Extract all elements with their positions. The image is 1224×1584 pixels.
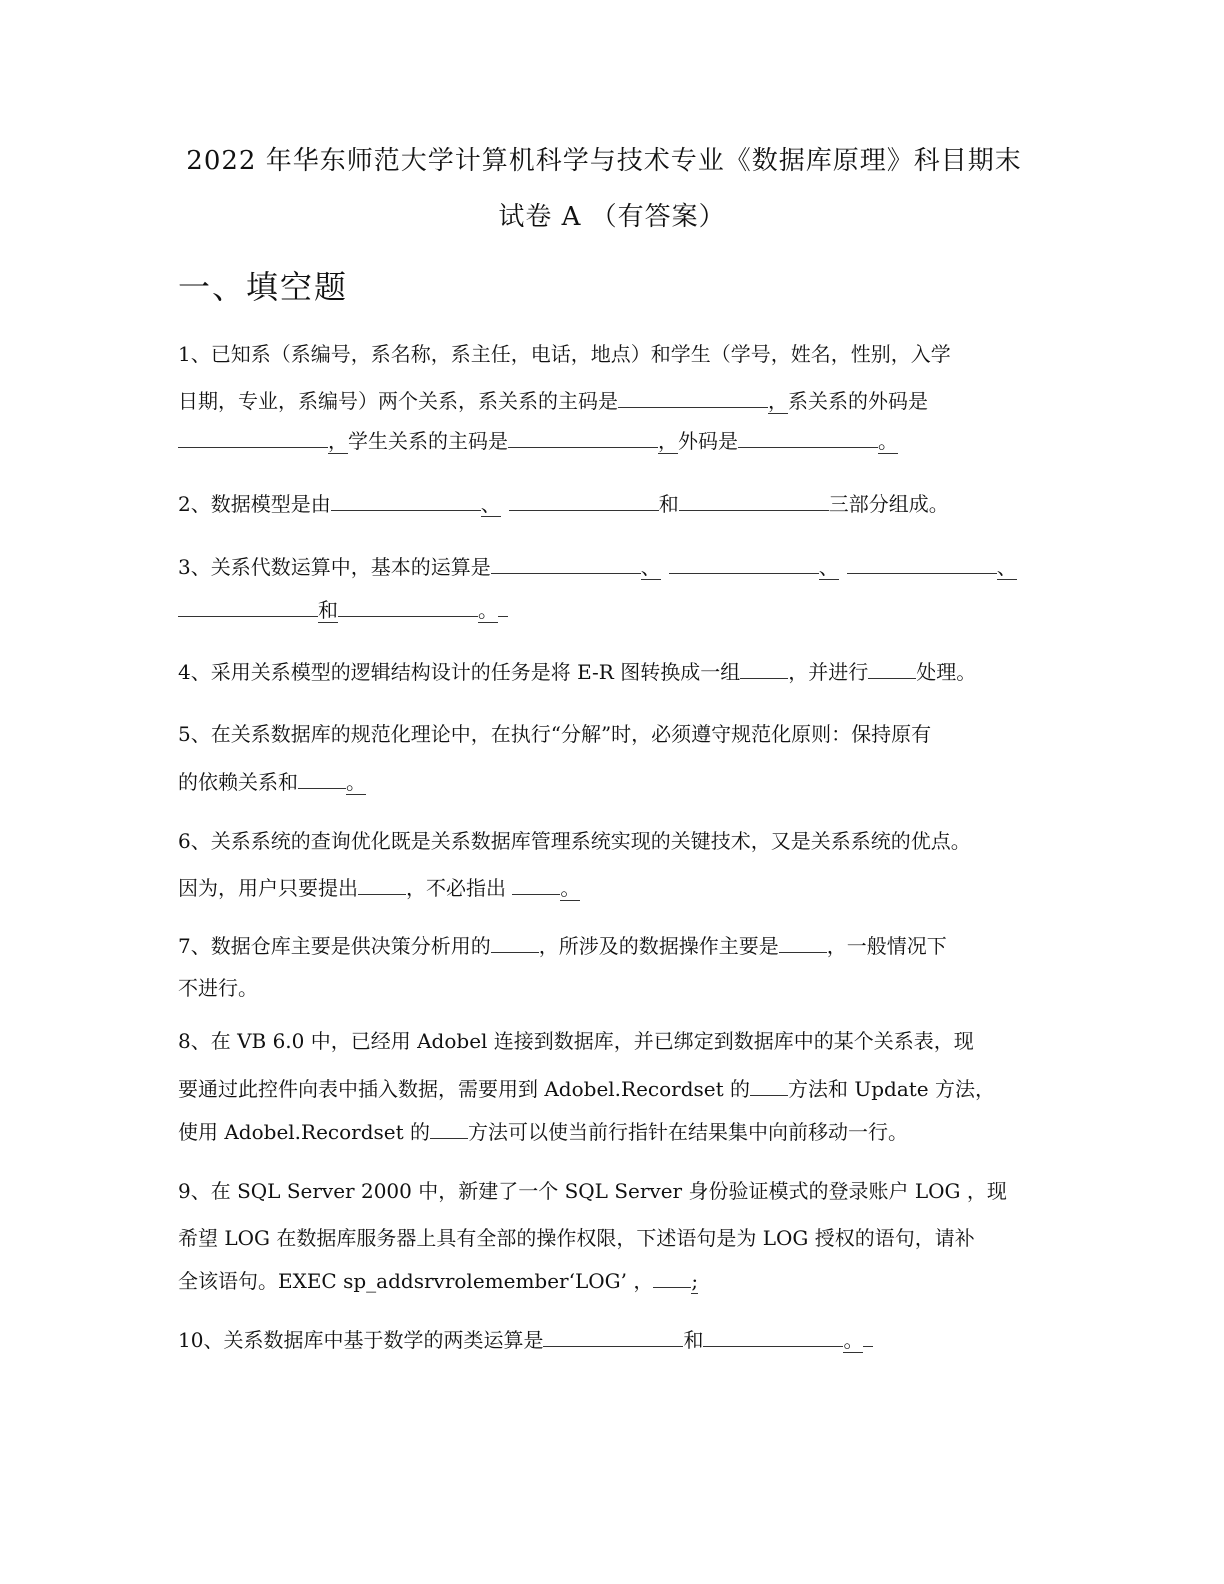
question-1-text: ， <box>768 389 788 413</box>
document-title-line-1: 2022 年华东师范大学计算机科学与技术专业《数据库原理》科目期末 <box>186 146 1022 176</box>
answer-blank <box>491 932 539 953</box>
answer-blank <box>178 596 318 617</box>
question-5-text: 的依赖关系和 <box>178 770 298 794</box>
question-8-text: 使用 Adobel.Recordset 的 <box>178 1120 431 1144</box>
question-7-text: 不进行。 <box>178 976 258 1000</box>
question-5-line-2 <box>178 768 366 796</box>
answer-blank <box>331 490 481 511</box>
question-7-text: ，一般情况下 <box>826 934 947 958</box>
answer-blank <box>491 553 641 574</box>
answer-blank <box>338 596 478 617</box>
answer-blank <box>703 1326 843 1347</box>
question-6-line-2 <box>178 874 580 902</box>
question-4-line-1 <box>178 658 976 686</box>
question-7-line-1 <box>178 932 947 960</box>
question-7-text: 7、数据仓库主要是供决策分析用的 <box>178 934 491 958</box>
question-2-text: 2、数据模型是由 <box>178 492 331 516</box>
question-3-text: 3、关系代数运算中，基本的运算是 <box>178 555 491 579</box>
question-10-text: 10、关系数据库中基于数学的两类运算是 <box>178 1328 544 1352</box>
answer-blank <box>618 387 768 408</box>
question-4-text: ，并进行 <box>788 660 869 684</box>
document-title-line-2: 试卷 A （有答案） <box>498 202 726 232</box>
question-1-text: ， <box>658 429 678 453</box>
question-1-text: 日期，专业，系编号）两个关系，系关系的主码是 <box>178 389 618 413</box>
question-1-line-3 <box>178 427 898 455</box>
question-6-text: ，不必指出 <box>406 876 513 900</box>
question-5-text: 5、在关系数据库的规范化理论中，在执行“分解”时，必须遵守规范化原则：保持原有 <box>178 722 932 746</box>
answer-blank <box>750 1075 788 1096</box>
question-2-text: 三部分组成。 <box>828 492 949 516</box>
section-heading-fill-in-blank: 一、填空题 <box>178 268 349 306</box>
question-9-text: ; <box>691 1269 699 1293</box>
question-3-text: 、 <box>818 555 839 579</box>
question-6-text: 因为，用户只要提出 <box>178 876 358 900</box>
answer-blank <box>430 1118 468 1139</box>
question-6-text: 。 <box>560 876 581 900</box>
answer-blank <box>779 932 827 953</box>
question-8-text: 8、在 VB 6.0 中，已经用 Adobel 连接到数据库，并已绑定到数据库中的某个关系表，现 <box>178 1029 974 1053</box>
question-9-text: 9、在 SQL Server 2000 中，新建了一个 SQL Server 身份验证模式的登录账户 LOG ，现 <box>178 1179 1007 1203</box>
answer-blank <box>178 427 328 448</box>
answer-blank <box>740 658 788 679</box>
answer-blank <box>508 427 658 448</box>
question-4-text: 处理。 <box>916 660 977 684</box>
question-3-text: 和 <box>318 598 338 622</box>
question-3-text: 、 <box>996 555 1017 579</box>
answer-blank <box>509 490 659 511</box>
question-6-line-1 <box>178 827 971 855</box>
question-3-text: 。 <box>478 598 498 622</box>
question-2-text: 、 <box>480 492 501 516</box>
question-1-text: ， <box>328 429 348 453</box>
question-1-text: 学生关系的主码是 <box>348 429 508 453</box>
question-3-line-1 <box>178 553 1017 581</box>
answer-blank <box>868 658 916 679</box>
answer-blank <box>863 1326 873 1347</box>
answer-blank <box>679 490 829 511</box>
question-1-text: 1、已知系（系编号，系名称，系主任，电话，地点）和学生（学号，姓名，性别，入学 <box>178 342 951 366</box>
question-10-text: 和 <box>683 1328 704 1352</box>
question-1-text: 外码是 <box>678 429 738 453</box>
question-6-text: 6、关系系统的查询优化既是关系数据库管理系统实现的关键技术，又是关系系统的优点。 <box>178 829 971 853</box>
question-7-text: ，所涉及的数据操作主要是 <box>538 934 779 958</box>
question-10-text: 。 <box>843 1328 864 1352</box>
answer-blank <box>669 553 819 574</box>
answer-blank <box>847 553 997 574</box>
question-5-line-1 <box>178 720 931 748</box>
question-8-line-3 <box>178 1118 908 1146</box>
question-3-line-2 <box>178 596 508 624</box>
question-7-line-2 <box>178 974 258 1002</box>
answer-blank <box>512 874 560 895</box>
question-10-line-1 <box>178 1326 873 1354</box>
question-9-text: 全该语句。EXEC sp_addsrvrolemember‘LOG’ ， <box>178 1269 654 1293</box>
answer-blank <box>358 874 406 895</box>
answer-blank <box>298 768 346 789</box>
question-9-text: 希望 LOG 在数据库服务器上具有全部的操作权限，下述语句是为 LOG 授权的语句，请补 <box>178 1226 975 1250</box>
question-9-line-2 <box>178 1224 975 1252</box>
question-1-line-1 <box>178 340 951 368</box>
answer-blank <box>653 1267 691 1288</box>
question-8-line-1 <box>178 1027 974 1055</box>
question-1-text: 系关系的外码是 <box>788 389 928 413</box>
question-8-text: 方法和 Update 方法， <box>788 1077 996 1101</box>
question-4-text: 4、采用关系模型的逻辑结构设计的任务是将 E-R 图转换成一组 <box>178 660 741 684</box>
question-8-text: 要通过此控件向表中插入数据，需要用到 Adobel.Recordset 的 <box>178 1077 751 1101</box>
question-9-line-1 <box>178 1177 1007 1205</box>
answer-blank <box>498 596 508 617</box>
question-2-line-1 <box>178 490 949 518</box>
question-9-line-3 <box>178 1267 698 1295</box>
question-1-text: 。 <box>878 429 898 453</box>
question-1-line-2 <box>178 387 928 415</box>
question-5-text: 。 <box>346 770 366 794</box>
question-2-text: 和 <box>658 492 679 516</box>
answer-blank <box>738 427 878 448</box>
question-3-text: 、 <box>640 555 661 579</box>
answer-blank <box>543 1326 683 1347</box>
question-8-line-2 <box>178 1075 995 1103</box>
question-8-text: 方法可以使当前行指针在结果集中向前移动一行。 <box>468 1120 909 1144</box>
